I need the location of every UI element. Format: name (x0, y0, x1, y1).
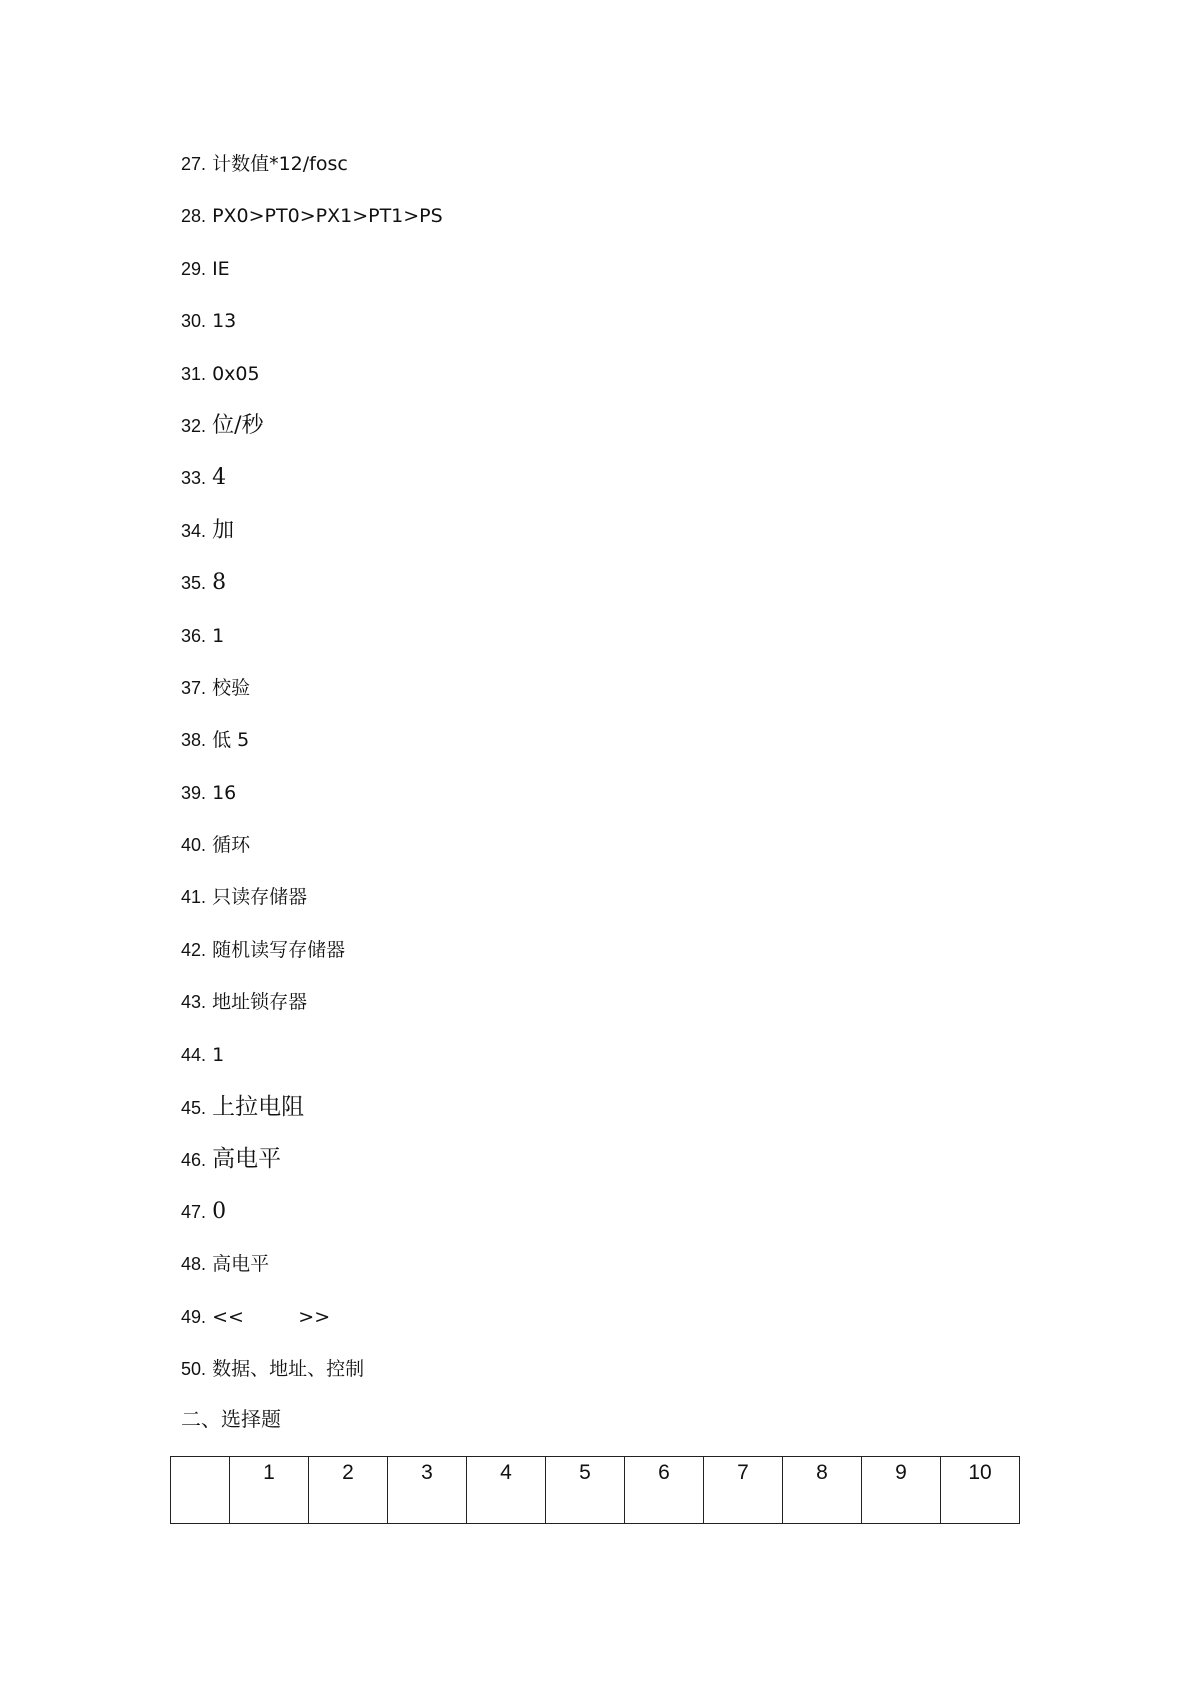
answer-text: PX0>PT0>PX1>PT1>PS (212, 205, 443, 228)
answer-text: 13 (212, 310, 237, 333)
answer-number: 47. (181, 1201, 207, 1222)
answer-item (181, 1249, 443, 1301)
answer-item (181, 516, 443, 568)
answer-text: 只读存储器 (212, 886, 308, 909)
answer-number: 40. (181, 835, 207, 856)
answer-item (181, 1144, 443, 1196)
table-header-cell: 8 (783, 1457, 862, 1524)
answer-item (181, 359, 443, 411)
answer-number: 39. (181, 782, 207, 803)
answer-number: 41. (181, 887, 207, 908)
answer-text: 位/秒 (212, 412, 264, 438)
answer-text: 随机读写存储器 (212, 938, 346, 961)
answer-text: 计数值*12/fosc (212, 153, 348, 175)
answer-item (181, 1040, 443, 1092)
section-heading: 二、选择题 (181, 1407, 281, 1431)
answer-number: 35. (181, 573, 207, 594)
answer-text: IE (212, 257, 230, 280)
answer-text: 地址锁存器 (212, 991, 308, 1014)
answer-item (181, 149, 443, 201)
answer-item (181, 725, 443, 777)
answer-text: 8 (212, 570, 227, 596)
answer-text: 1 (212, 1043, 225, 1066)
answer-number: 31. (181, 363, 207, 384)
answer-item (181, 1354, 443, 1406)
answer-number: 29. (181, 258, 207, 279)
answer-number: 33. (181, 468, 207, 489)
table-header-cell: 5 (546, 1457, 625, 1524)
answer-item (181, 306, 443, 358)
answer-number: 27. (181, 154, 207, 174)
table-header-cell: 6 (625, 1457, 704, 1524)
answer-text: 加 (212, 517, 235, 543)
table-row (171, 1457, 1020, 1524)
answer-item (181, 411, 443, 463)
answer-number: 44. (181, 1044, 207, 1065)
answer-item (181, 568, 443, 620)
answer-item (181, 201, 443, 253)
answer-number: 42. (181, 939, 207, 960)
answer-item (181, 254, 443, 306)
answer-item (181, 882, 443, 934)
table-header-cell: 7 (704, 1457, 783, 1524)
answer-item (181, 778, 443, 830)
answer-text: 0 (212, 1198, 227, 1224)
answer-number: 43. (181, 992, 207, 1013)
choice-answer-table (170, 1456, 1020, 1524)
answer-text: 16 (212, 781, 237, 804)
answer-text: << >> (212, 1305, 331, 1328)
answer-item (181, 673, 443, 725)
table-header-cell: 3 (388, 1457, 467, 1524)
answer-item (181, 935, 443, 987)
answer-item (181, 1302, 443, 1354)
answer-number: 32. (181, 415, 207, 436)
answer-item (181, 1197, 443, 1249)
answer-text: 0x05 (212, 362, 260, 385)
answer-item (181, 621, 443, 673)
table-header-cell: 4 (467, 1457, 546, 1524)
answer-number: 48. (181, 1254, 207, 1275)
answer-number: 36. (181, 625, 207, 646)
answer-item (181, 1092, 443, 1144)
answer-number: 37. (181, 677, 207, 698)
answer-number: 46. (181, 1150, 207, 1171)
answer-text: 4 (212, 465, 227, 491)
table-corner-cell (171, 1457, 230, 1524)
answer-text: 循环 (212, 834, 251, 857)
table-header-cell: 1 (230, 1457, 309, 1524)
answer-item (181, 830, 443, 882)
answer-number: 30. (181, 311, 207, 332)
table-header-cell: 2 (309, 1457, 388, 1524)
answer-text: 数据、地址、控制 (212, 1357, 365, 1380)
answer-number: 34. (181, 520, 207, 541)
table-header-cell: 10 (941, 1457, 1020, 1524)
answer-text: 1 (212, 624, 225, 647)
answer-text: 低 5 (212, 729, 250, 752)
answer-item (181, 987, 443, 1039)
answer-number: 38. (181, 730, 207, 751)
answer-text: 高电平 (212, 1146, 282, 1173)
table-header-cell: 9 (862, 1457, 941, 1524)
answer-text: 校验 (212, 676, 251, 699)
answer-item (181, 463, 443, 515)
answer-list (181, 149, 443, 1406)
answer-number: 28. (181, 206, 207, 227)
answer-text: 高电平 (212, 1253, 270, 1276)
answer-number: 45. (181, 1098, 207, 1119)
answer-text: 上拉电阻 (212, 1094, 305, 1121)
answer-number: 50. (181, 1358, 207, 1379)
answer-number: 49. (181, 1306, 207, 1327)
